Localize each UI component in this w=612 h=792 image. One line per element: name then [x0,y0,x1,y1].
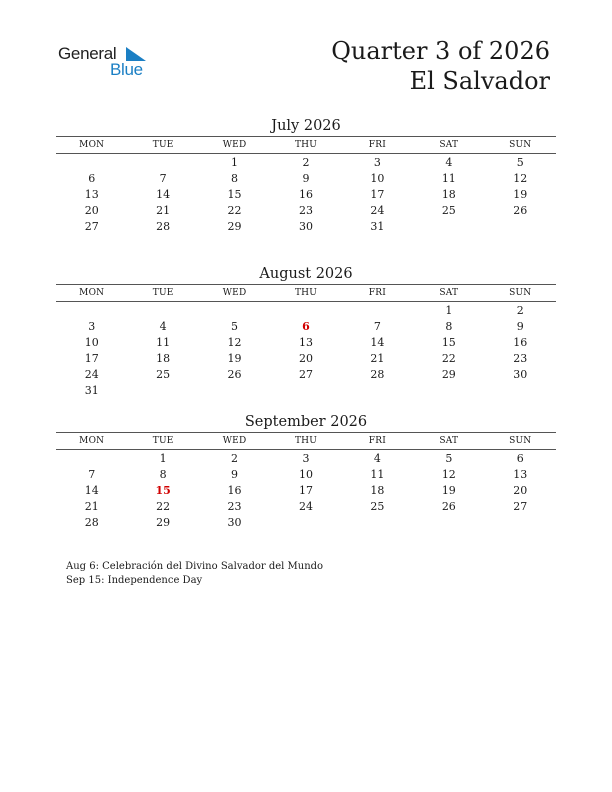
weekday-label: WED [222,140,247,150]
page-title [331,36,550,96]
month-september [56,412,556,530]
day-cell: 31 [84,383,99,397]
day-cell: 1 [159,451,167,465]
day-cell: 22 [227,203,242,217]
holiday-note: Aug 6: Celebración del Divino Salvador del Mundo [66,561,324,572]
day-cell: 28 [156,219,171,233]
day-cell: 24 [298,499,313,513]
day-cell: 4 [445,155,453,169]
weekday-header [56,136,556,154]
day-cell: 24 [84,367,99,381]
day-cell: 17 [370,187,385,201]
weekday-label: MON [79,288,105,298]
day-cell: 11 [441,171,456,185]
week-row [56,366,556,382]
day-cell: 12 [441,467,456,481]
day-cell: 13 [298,335,313,349]
title-quarter: Quarter 3 of 2026 [331,37,550,65]
day-cell: 27 [298,367,313,381]
day-cell: 11 [370,467,385,481]
day-cell: 5 [231,319,239,333]
weekday-label: WED [222,436,247,446]
day-cell: 2 [231,451,239,465]
week-row [56,498,556,514]
week-row [56,218,556,234]
day-cell: 18 [370,483,385,497]
week-row [56,382,556,398]
weekday-label: TUE [152,140,174,150]
day-cell: 29 [156,515,171,529]
day-cell: 6 [516,451,524,465]
day-cell: 24 [370,203,385,217]
day-cell: 8 [231,171,239,185]
weekday-label: SUN [509,436,532,446]
day-cell: 21 [370,351,385,365]
day-cell: 11 [156,335,171,349]
day-cell: 9 [516,319,524,333]
holiday-note: Sep 15: Independence Day [66,575,203,586]
day-cell: 2 [302,155,310,169]
day-cell: 29 [227,219,242,233]
day-cell: 5 [516,155,524,169]
day-cell: 14 [84,483,99,497]
month-august [56,264,556,398]
day-cell: 19 [441,483,456,497]
day-cell: 7 [159,171,167,185]
day-cell: 10 [298,467,313,481]
day-cell: 10 [370,171,385,185]
day-cell: 3 [88,319,96,333]
day-cell: 20 [298,351,313,365]
logo-text-general: General [58,44,117,63]
day-cell: 9 [302,171,310,185]
weekday-label: SAT [439,288,459,298]
weekday-label: FRI [368,140,386,150]
day-cell: 3 [302,451,310,465]
weekday-header [56,284,556,302]
day-cell: 26 [441,499,456,513]
day-cell: 20 [513,483,528,497]
weekday-header [56,432,556,450]
holiday-day-cell: 15 [155,483,171,497]
logo-text-blue: Blue [110,60,143,79]
day-cell: 14 [156,187,171,201]
month-title: July 2026 [271,118,341,134]
day-cell: 16 [513,335,528,349]
holiday-notes [66,560,323,588]
weekday-label: SAT [439,140,459,150]
day-cell: 22 [156,499,171,513]
day-cell: 16 [227,483,242,497]
generalblue-logo [58,44,158,80]
week-row [56,202,556,218]
weekday-label: SAT [439,436,459,446]
day-cell: 23 [298,203,313,217]
title-country: El Salvador [409,67,550,95]
day-cell: 28 [370,367,385,381]
week-row [56,514,556,530]
day-cell: 5 [445,451,453,465]
day-cell: 2 [516,303,524,317]
week-row [56,186,556,202]
week-row [56,482,556,498]
week-row [56,170,556,186]
day-cell: 31 [370,219,385,233]
weekday-label: MON [79,140,105,150]
weekday-label: SUN [509,140,532,150]
day-cell: 30 [227,515,242,529]
month-july [56,116,556,234]
day-cell: 28 [84,515,99,529]
day-cell: 15 [441,335,456,349]
day-cell: 3 [373,155,381,169]
month-title: August 2026 [259,266,353,282]
day-cell: 14 [370,335,385,349]
weekday-label: THU [294,140,317,150]
day-cell: 4 [373,451,381,465]
weekday-label: FRI [368,288,386,298]
day-cell: 7 [373,319,381,333]
day-cell: 30 [298,219,313,233]
day-cell: 25 [441,203,456,217]
day-cell: 29 [441,367,456,381]
day-cell: 23 [513,351,528,365]
week-row [56,302,556,318]
weekday-label: FRI [368,436,386,446]
day-cell: 15 [227,187,242,201]
weekday-label: WED [222,288,247,298]
weekday-label: SUN [509,288,532,298]
day-cell: 19 [227,351,242,365]
day-cell: 17 [298,483,313,497]
day-cell: 16 [298,187,313,201]
day-cell: 12 [227,335,242,349]
holiday-day-cell: 6 [302,319,310,333]
weekday-label: THU [294,436,317,446]
day-cell: 8 [445,319,453,333]
day-cell: 18 [156,351,171,365]
week-row [56,334,556,350]
week-row [56,154,556,170]
day-cell: 25 [156,367,171,381]
logo-triangle-icon [124,47,146,61]
day-cell: 21 [156,203,171,217]
day-cell: 19 [513,187,528,201]
day-cell: 26 [227,367,242,381]
day-cell: 9 [231,467,239,481]
day-cell: 17 [84,351,99,365]
day-cell: 10 [84,335,99,349]
day-cell: 18 [441,187,456,201]
day-cell: 13 [84,187,99,201]
day-cell: 26 [513,203,528,217]
month-title: September 2026 [244,414,368,430]
week-row [56,318,556,334]
day-cell: 23 [227,499,242,513]
weekday-label: TUE [152,436,174,446]
week-row [56,350,556,366]
day-cell: 12 [513,171,528,185]
day-cell: 25 [370,499,385,513]
day-cell: 22 [441,351,456,365]
week-row [56,466,556,482]
weekday-label: THU [294,288,317,298]
day-cell: 7 [88,467,96,481]
day-cell: 21 [84,499,99,513]
day-cell: 30 [513,367,528,381]
weekday-label: TUE [152,288,174,298]
day-cell: 13 [513,467,528,481]
day-cell: 8 [159,467,167,481]
day-cell: 20 [84,203,99,217]
day-cell: 4 [159,319,167,333]
weekday-label: MON [79,436,105,446]
day-cell: 6 [88,171,96,185]
day-cell: 1 [445,303,453,317]
day-cell: 1 [231,155,239,169]
day-cell: 27 [513,499,528,513]
week-row [56,450,556,466]
day-cell: 27 [84,219,99,233]
